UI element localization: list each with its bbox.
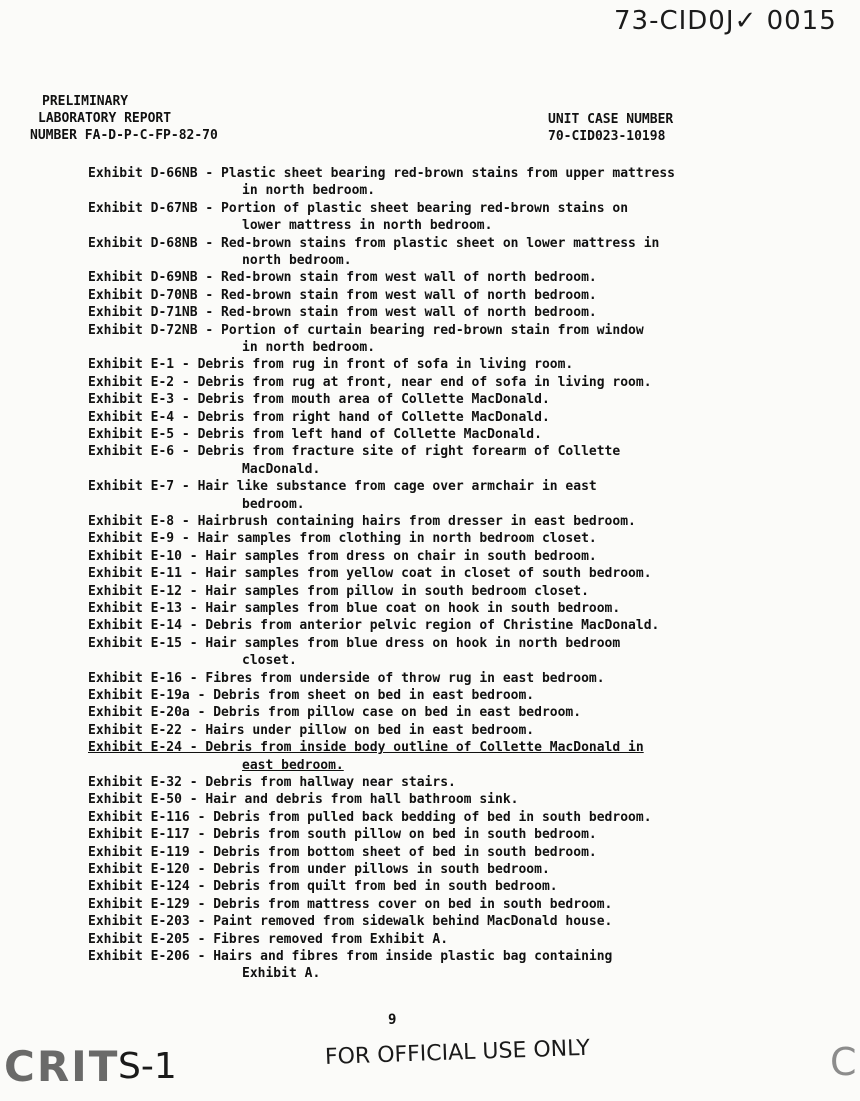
exhibit-entry bbox=[88, 443, 788, 478]
header-preliminary: PRELIMINARY bbox=[42, 94, 129, 109]
exhibit-entry bbox=[88, 844, 788, 861]
exhibit-description-continued: closet. bbox=[242, 653, 297, 669]
exhibit-description: Exhibit E-7 - Hair like substance from cage over armchair in east bbox=[88, 479, 597, 495]
exhibit-entry bbox=[88, 356, 788, 373]
exhibit-description: Exhibit E-124 - Debris from quilt from bed in south bedroom. bbox=[88, 879, 558, 895]
header-report-number: NUMBER FA-D-P-C-FP-82-70 bbox=[30, 128, 218, 143]
exhibit-description: Exhibit D-70NB - Red-brown stain from west wall of north bedroom. bbox=[88, 287, 597, 303]
exhibit-description: Exhibit E-203 - Paint removed from sidewalk behind MacDonald house. bbox=[88, 914, 613, 930]
exhibit-description: Exhibit D-68NB - Red-brown stains from plastic sheet on lower mattress in bbox=[88, 235, 660, 251]
page-number: 9 bbox=[388, 1012, 397, 1028]
exhibit-description-continued: bedroom. bbox=[242, 496, 305, 512]
exhibit-description: Exhibit E-5 - Debris from left hand of Collette MacDonald. bbox=[88, 427, 542, 442]
exhibit-description: Exhibit E-22 - Hairs under pillow on bed in east bedroom. bbox=[88, 722, 535, 738]
exhibit-description-continued: lower mattress in north bedroom. bbox=[242, 218, 493, 234]
exhibit-description-continued: east bedroom. bbox=[242, 757, 344, 773]
exhibit-description: Exhibit D-72NB - Portion of curtain bearing red-brown stain from window bbox=[88, 322, 644, 338]
exhibit-entry bbox=[88, 913, 788, 930]
exhibit-entry bbox=[88, 304, 788, 321]
exhibit-entry bbox=[88, 548, 788, 565]
exhibit-description: Exhibit E-24 - Debris from inside body outline of Collette MacDonald in bbox=[88, 740, 644, 756]
exhibit-description-continued: MacDonald. bbox=[242, 461, 321, 477]
exhibit-description: Exhibit D-67NB - Portion of plastic sheet bearing red-brown stains on bbox=[88, 200, 629, 216]
exhibit-entry bbox=[88, 635, 788, 670]
document-stamp: 73-CID0J✓ 0015 bbox=[614, 6, 837, 36]
exhibit-description-continued: in north bedroom. bbox=[242, 340, 376, 355]
exhibit-description: Exhibit E-9 - Hair samples from clothing in north bedroom closet. bbox=[88, 531, 597, 547]
exhibit-description: Exhibit E-119 - Debris from bottom sheet of bed in south bedroom. bbox=[88, 844, 597, 860]
exhibit-entry bbox=[88, 235, 788, 270]
exhibit-description: Exhibit D-69NB - Red-brown stain from west wall of north bedroom. bbox=[88, 270, 597, 286]
exhibit-entry bbox=[88, 374, 788, 391]
exhibit-entry bbox=[88, 931, 788, 948]
exhibit-entry bbox=[88, 809, 788, 826]
exhibit-entry bbox=[88, 478, 788, 513]
exhibit-description-continued: north bedroom. bbox=[242, 253, 352, 268]
exhibit-description: Exhibit E-19a - Debris from sheet on bed in east bedroom. bbox=[88, 688, 535, 703]
exhibit-description: Exhibit E-10 - Hair samples from dress on chair in south bedroom. bbox=[88, 548, 597, 564]
exhibit-description: Exhibit E-6 - Debris from fracture site of right forearm of Collette bbox=[88, 444, 621, 460]
exhibit-description: Exhibit E-120 - Debris from under pillows in south bedroom. bbox=[88, 862, 550, 877]
exhibit-description: Exhibit E-16 - Fibres from underside of throw rug in east bedroom. bbox=[88, 670, 605, 686]
exhibit-entry bbox=[88, 565, 788, 582]
exhibit-entry bbox=[88, 791, 788, 808]
exhibit-entry bbox=[88, 722, 788, 739]
exhibit-description: Exhibit D-66NB - Plastic sheet bearing red-brown stains from upper mattress bbox=[88, 166, 675, 181]
footer-corner-mark: C bbox=[830, 1040, 857, 1084]
exhibit-description: Exhibit E-4 - Debris from right hand of Collette MacDonald. bbox=[88, 409, 550, 425]
exhibit-description: Exhibit E-129 - Debris from mattress cover on bed in south bedroom. bbox=[88, 896, 613, 912]
exhibit-description: Exhibit E-1 - Debris from rug in front of sofa in living room. bbox=[88, 357, 574, 373]
exhibit-description: Exhibit E-15 - Hair samples from blue dress on hook in north bedroom bbox=[88, 635, 621, 651]
exhibit-entry bbox=[88, 687, 788, 704]
exhibit-description: Exhibit E-50 - Hair and debris from hall bathroom sink. bbox=[88, 792, 519, 808]
exhibit-entry bbox=[88, 391, 788, 408]
exhibit-entry bbox=[88, 165, 788, 200]
exhibit-description: Exhibit E-2 - Debris from rug at front, near end of sofa in living room. bbox=[88, 374, 652, 390]
exhibit-description: Exhibit E-3 - Debris from mouth area of Collette MacDonald. bbox=[88, 392, 550, 408]
exhibit-entry bbox=[88, 878, 788, 895]
header-unit-case-number: 70-CID023-10198 bbox=[548, 129, 666, 144]
exhibit-description: Exhibit E-12 - Hair samples from pillow in south bedroom closet. bbox=[88, 583, 589, 599]
exhibit-description: Exhibit E-13 - Hair samples from blue coat on hook in south bedroom. bbox=[88, 601, 621, 616]
exhibit-description: Exhibit E-117 - Debris from south pillow on bed in south bedroom. bbox=[88, 827, 597, 843]
footer-handwritten-s1: S-1 bbox=[118, 1046, 177, 1087]
exhibit-entry bbox=[88, 269, 788, 286]
exhibit-entry bbox=[88, 617, 788, 634]
exhibit-entry bbox=[88, 896, 788, 913]
exhibit-description: Exhibit D-71NB - Red-brown stain from west wall of north bedroom. bbox=[88, 305, 597, 321]
official-use-notice: FOR OFFICIAL USE ONLY bbox=[324, 1035, 591, 1070]
exhibit-entry bbox=[88, 948, 788, 983]
exhibit-description: Exhibit E-8 - Hairbrush containing hairs from dresser in east bedroom. bbox=[88, 514, 636, 529]
exhibit-entry bbox=[88, 409, 788, 426]
header-lab-report: LABORATORY REPORT bbox=[38, 111, 172, 126]
exhibit-entry bbox=[88, 600, 788, 617]
exhibit-entry bbox=[88, 322, 788, 357]
exhibit-entry bbox=[88, 774, 788, 791]
exhibit-entry bbox=[88, 739, 788, 774]
exhibit-entry bbox=[88, 861, 788, 878]
exhibit-description: Exhibit E-116 - Debris from pulled back bedding of bed in south bedroom. bbox=[88, 809, 652, 825]
exhibit-entry bbox=[88, 426, 788, 443]
exhibit-description: Exhibit E-205 - Fibres removed from Exhibit A. bbox=[88, 931, 449, 947]
exhibit-description-continued: in north bedroom. bbox=[242, 183, 376, 199]
exhibit-entry bbox=[88, 826, 788, 843]
exhibit-description: Exhibit E-32 - Debris from hallway near stairs. bbox=[88, 775, 456, 790]
exhibit-description-continued: Exhibit A. bbox=[242, 966, 321, 982]
exhibit-description: Exhibit E-14 - Debris from anterior pelvic region of Christine MacDonald. bbox=[88, 618, 660, 634]
exhibit-entry bbox=[88, 513, 788, 530]
exhibit-entry bbox=[88, 670, 788, 687]
exhibit-description: Exhibit E-11 - Hair samples from yellow coat in closet of south bedroom. bbox=[88, 566, 652, 582]
exhibit-entry bbox=[88, 287, 788, 304]
exhibit-entry bbox=[88, 704, 788, 721]
header-unit-case-label: UNIT CASE NUMBER bbox=[548, 112, 674, 127]
exhibit-entry bbox=[88, 200, 788, 235]
exhibit-description: Exhibit E-206 - Hairs and fibres from inside plastic bag containing bbox=[88, 949, 613, 964]
exhibit-entry bbox=[88, 583, 788, 600]
exhibit-description: Exhibit E-20a - Debris from pillow case on bed in east bedroom. bbox=[88, 705, 582, 721]
exhibit-entry bbox=[88, 530, 788, 547]
footer-stamp-mark: CRIT bbox=[4, 1042, 120, 1091]
